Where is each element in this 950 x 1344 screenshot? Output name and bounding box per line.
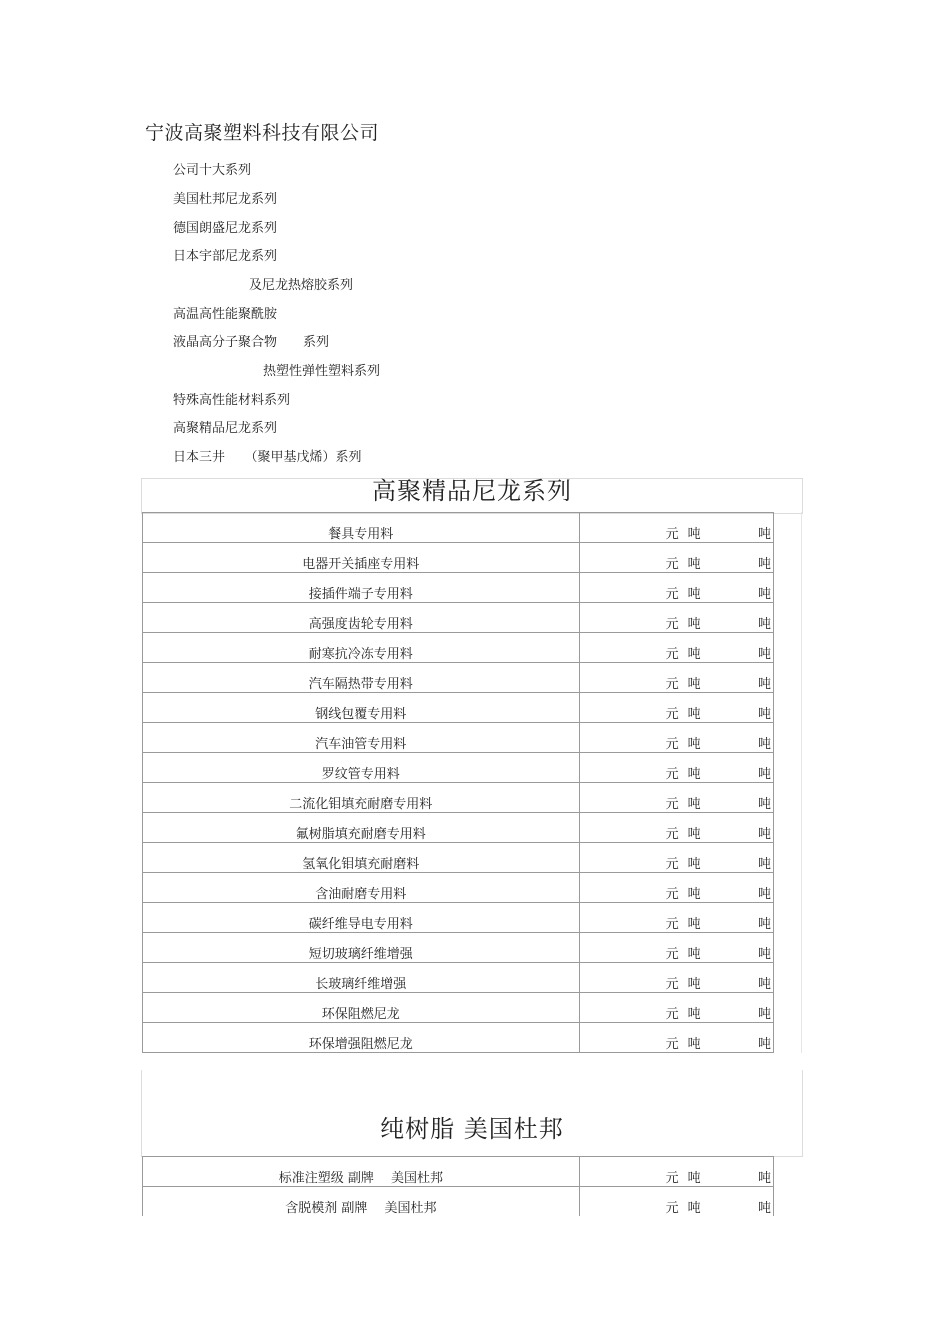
unit-yuan: 元	[665, 1007, 679, 1022]
series-item: 德国朗盛尼龙系列	[173, 221, 278, 236]
price-cell	[579, 513, 773, 543]
section-title: 高聚精品尼龙系列	[372, 477, 572, 505]
series-item: 美国杜邦尼龙系列	[173, 192, 278, 207]
table-row	[143, 1023, 774, 1053]
table-row	[143, 1157, 774, 1187]
unit-yuan: 元	[665, 587, 679, 602]
unit-ton: 吨	[757, 947, 771, 962]
unit-ton: 吨	[757, 737, 771, 752]
table-row	[143, 663, 774, 693]
table-row	[143, 903, 774, 933]
price-cell	[579, 813, 773, 843]
unit-ton: 吨	[757, 617, 771, 632]
unit-yuan: 元	[665, 767, 679, 782]
product-name-cell: 短切玻璃纤维增强	[143, 933, 580, 963]
table-row	[143, 843, 774, 873]
table-row	[143, 513, 774, 543]
unit-ton: 吨	[687, 1171, 701, 1186]
unit-yuan: 元	[665, 977, 679, 992]
product-name-cell: 耐寒抗冷冻专用料	[143, 633, 580, 663]
price-cell	[579, 543, 773, 573]
series-item: 日本宇部尼龙系列	[173, 249, 278, 264]
table-row	[143, 753, 774, 783]
unit-yuan: 元	[665, 887, 679, 902]
unit-yuan: 元	[665, 827, 679, 842]
unit-yuan: 元	[665, 947, 679, 962]
price-cell	[579, 603, 773, 633]
unit-yuan: 元	[665, 737, 679, 752]
unit-ton: 吨	[687, 737, 701, 752]
product-name-cell: 含脱模剂 副牌 美国杜邦	[143, 1187, 580, 1217]
price-cell	[579, 993, 773, 1023]
unit-ton: 吨	[757, 917, 771, 932]
product-name-cell: 长玻璃纤维增强	[143, 963, 580, 993]
product-name-cell: 汽车隔热带专用料	[143, 663, 580, 693]
product-name-cell: 环保增强阻燃尼龙	[143, 1023, 580, 1053]
table-right-border	[801, 512, 802, 1053]
unit-ton: 吨	[757, 797, 771, 812]
product-name-cell: 氢氧化钼填充耐磨料	[143, 843, 580, 873]
price-cell	[579, 663, 773, 693]
product-name-cell: 标准注塑级 副牌 美国杜邦	[143, 1157, 580, 1187]
product-name-cell: 二流化钼填充耐磨专用料	[143, 783, 580, 813]
product-name-cell: 氟树脂填充耐磨专用料	[143, 813, 580, 843]
unit-ton: 吨	[757, 827, 771, 842]
unit-ton: 吨	[757, 677, 771, 692]
product-name-cell: 汽车油管专用料	[143, 723, 580, 753]
unit-ton: 吨	[757, 527, 771, 542]
table-row	[143, 963, 774, 993]
unit-yuan: 元	[665, 617, 679, 632]
price-cell	[579, 933, 773, 963]
price-cell	[579, 1157, 773, 1187]
unit-ton: 吨	[687, 677, 701, 692]
section-title: 纯树脂 美国杜邦	[380, 1115, 564, 1143]
unit-ton: 吨	[757, 1201, 771, 1216]
product-name-cell: 钢线包覆专用料	[143, 693, 580, 723]
unit-ton: 吨	[687, 857, 701, 872]
unit-ton: 吨	[687, 1201, 701, 1216]
unit-ton: 吨	[757, 1037, 771, 1052]
unit-ton: 吨	[687, 767, 701, 782]
unit-ton: 吨	[687, 887, 701, 902]
unit-yuan: 元	[665, 1171, 679, 1186]
unit-yuan: 元	[665, 647, 679, 662]
series-item: 公司十大系列	[173, 163, 252, 178]
unit-ton: 吨	[757, 977, 771, 992]
unit-yuan: 元	[665, 527, 679, 542]
unit-yuan: 元	[665, 1201, 679, 1216]
section-title-box	[141, 1070, 803, 1157]
unit-ton: 吨	[687, 797, 701, 812]
unit-yuan: 元	[665, 857, 679, 872]
unit-ton: 吨	[687, 1037, 701, 1052]
section-title-box	[141, 478, 803, 514]
product-name-cell: 餐具专用料	[143, 513, 580, 543]
table-row	[143, 603, 774, 633]
price-cell	[579, 633, 773, 663]
series-item: 高温高性能聚酰胺	[173, 307, 278, 322]
unit-yuan: 元	[665, 557, 679, 572]
table-row	[143, 783, 774, 813]
table-row	[143, 543, 774, 573]
unit-ton: 吨	[757, 647, 771, 662]
table-row	[143, 633, 774, 663]
unit-ton: 吨	[687, 617, 701, 632]
unit-ton: 吨	[757, 1007, 771, 1022]
unit-ton: 吨	[687, 977, 701, 992]
unit-ton: 吨	[757, 707, 771, 722]
table-row	[143, 1187, 774, 1217]
company-name: 宁波高聚塑料科技有限公司	[145, 122, 380, 144]
unit-yuan: 元	[665, 797, 679, 812]
unit-ton: 吨	[687, 527, 701, 542]
unit-yuan: 元	[665, 707, 679, 722]
series-item: 高聚精品尼龙系列	[173, 421, 278, 436]
unit-ton: 吨	[687, 587, 701, 602]
unit-yuan: 元	[665, 1037, 679, 1052]
series-item: 及尼龙热熔胶系列	[249, 278, 354, 293]
table-row	[143, 723, 774, 753]
unit-ton: 吨	[757, 887, 771, 902]
price-cell	[579, 783, 773, 813]
price-cell	[579, 843, 773, 873]
price-cell	[579, 693, 773, 723]
unit-ton: 吨	[687, 557, 701, 572]
price-cell	[579, 573, 773, 603]
price-cell	[579, 1187, 773, 1217]
price-cell	[579, 753, 773, 783]
unit-ton: 吨	[687, 707, 701, 722]
table-row	[143, 813, 774, 843]
price-cell	[579, 723, 773, 753]
table-row	[143, 933, 774, 963]
series-item: 特殊高性能材料系列	[173, 393, 291, 408]
price-cell	[579, 963, 773, 993]
product-table	[142, 512, 774, 1053]
product-name-cell: 罗纹管专用料	[143, 753, 580, 783]
product-name-cell: 接插件端子专用料	[143, 573, 580, 603]
unit-yuan: 元	[665, 917, 679, 932]
series-item: 热塑性弹性塑料系列	[263, 364, 381, 379]
unit-ton: 吨	[687, 647, 701, 662]
unit-ton: 吨	[687, 917, 701, 932]
price-cell	[579, 1023, 773, 1053]
unit-ton: 吨	[687, 827, 701, 842]
product-name-cell: 高强度齿轮专用料	[143, 603, 580, 633]
unit-ton: 吨	[757, 557, 771, 572]
series-item: 液晶高分子聚合物 系列	[173, 335, 330, 350]
unit-ton: 吨	[687, 947, 701, 962]
table-row	[143, 873, 774, 903]
series-item: 日本三井 （聚甲基戊烯）系列	[173, 450, 362, 465]
table-row	[143, 993, 774, 1023]
product-name-cell: 碳纤维导电专用料	[143, 903, 580, 933]
product-name-cell: 环保阻燃尼龙	[143, 993, 580, 1023]
unit-ton: 吨	[757, 587, 771, 602]
unit-ton: 吨	[687, 1007, 701, 1022]
price-cell	[579, 903, 773, 933]
product-name-cell: 电器开关插座专用料	[143, 543, 580, 573]
page-bottom	[0, 1216, 950, 1344]
product-table	[142, 1156, 774, 1217]
unit-ton: 吨	[757, 767, 771, 782]
unit-ton: 吨	[757, 1171, 771, 1186]
table-row	[143, 693, 774, 723]
product-name-cell: 含油耐磨专用料	[143, 873, 580, 903]
table-row	[143, 573, 774, 603]
unit-ton: 吨	[757, 857, 771, 872]
price-cell	[579, 873, 773, 903]
unit-yuan: 元	[665, 677, 679, 692]
